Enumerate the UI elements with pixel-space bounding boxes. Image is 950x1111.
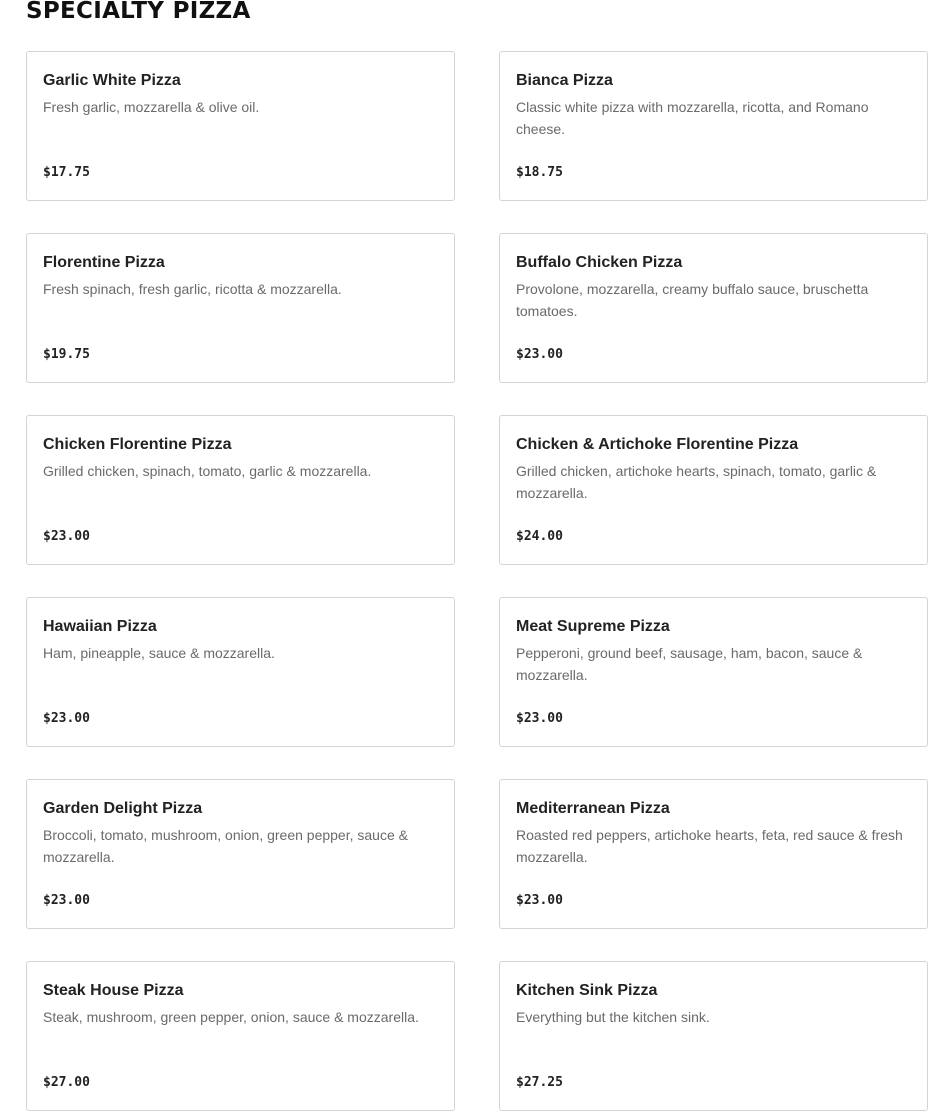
menu-item-name: Kitchen Sink Pizza bbox=[516, 982, 658, 999]
menu-item-name: Garden Delight Pizza bbox=[43, 800, 203, 817]
menu-item-name: Meat Supreme Pizza bbox=[516, 618, 670, 635]
menu-item-price: $23.00 bbox=[43, 711, 90, 726]
menu-item-price: $27.00 bbox=[43, 1075, 90, 1090]
menu-item-name: Florentine Pizza bbox=[43, 254, 165, 271]
section-title: SPECIALTY PIZZA bbox=[26, 0, 251, 24]
menu-item-name: Steak House Pizza bbox=[43, 982, 184, 999]
menu-item-card[interactable] bbox=[26, 415, 455, 565]
menu-item-card[interactable] bbox=[26, 961, 455, 1111]
menu-item-name: Buffalo Chicken Pizza bbox=[516, 254, 683, 271]
menu-item-description: Fresh garlic, mozzarella & olive oil. bbox=[43, 99, 260, 115]
menu-item-card[interactable] bbox=[499, 779, 928, 929]
menu-item-card[interactable] bbox=[499, 51, 928, 201]
menu-item-name: Mediterranean Pizza bbox=[516, 800, 670, 817]
menu-item-name: Bianca Pizza bbox=[516, 72, 613, 89]
menu-item-description: Classic white pizza with mozzarella, ricotta, and Romano cheese. bbox=[516, 99, 869, 137]
menu-item-price: $18.75 bbox=[516, 165, 563, 180]
menu-item-price: $23.00 bbox=[516, 347, 563, 362]
menu-item-price: $23.00 bbox=[43, 893, 90, 908]
menu-item-description: Provolone, mozzarella, creamy buffalo sauce, bruschetta tomatoes. bbox=[516, 281, 869, 319]
menu-item-description: Ham, pineapple, sauce & mozzarella. bbox=[43, 645, 275, 661]
menu-item-card[interactable] bbox=[499, 415, 928, 565]
menu-item-price: $23.00 bbox=[516, 711, 563, 726]
menu-item-description: Fresh spinach, fresh garlic, ricotta & mozzarella. bbox=[43, 281, 342, 297]
menu-item-name: Hawaiian Pizza bbox=[43, 618, 157, 635]
menu-item-description: Roasted red peppers, artichoke hearts, feta, red sauce & fresh mozzarella. bbox=[516, 827, 903, 865]
menu-item-card[interactable] bbox=[26, 233, 455, 383]
menu-item-price: $17.75 bbox=[43, 165, 90, 180]
menu-item-card[interactable] bbox=[26, 51, 455, 201]
menu-item-price: $19.75 bbox=[43, 347, 90, 362]
menu-item-card[interactable] bbox=[26, 597, 455, 747]
menu-item-price: $23.00 bbox=[43, 529, 90, 544]
menu-item-grid bbox=[26, 51, 928, 1111]
menu-item-description: Everything but the kitchen sink. bbox=[516, 1009, 710, 1025]
menu-item-name: Chicken Florentine Pizza bbox=[43, 436, 232, 453]
menu-item-name: Garlic White Pizza bbox=[43, 72, 181, 89]
menu-item-description: Broccoli, tomato, mushroom, onion, green pepper, sauce & mozzarella. bbox=[43, 827, 408, 865]
menu-item-price: $24.00 bbox=[516, 529, 563, 544]
menu-item-description: Pepperoni, ground beef, sausage, ham, bacon, sauce & mozzarella. bbox=[516, 645, 863, 683]
menu-item-card[interactable] bbox=[499, 597, 928, 747]
menu-item-description: Steak, mushroom, green pepper, onion, sauce & mozzarella. bbox=[43, 1009, 419, 1025]
menu-item-name: Chicken & Artichoke Florentine Pizza bbox=[516, 436, 799, 453]
menu-item-card[interactable] bbox=[26, 779, 455, 929]
menu-item-price: $27.25 bbox=[516, 1075, 563, 1090]
menu-item-card[interactable] bbox=[499, 961, 928, 1111]
menu-item-description: Grilled chicken, spinach, tomato, garlic & mozzarella. bbox=[43, 463, 372, 479]
menu-item-description: Grilled chicken, artichoke hearts, spinach, tomato, garlic & mozzarella. bbox=[516, 463, 877, 501]
menu-item-price: $23.00 bbox=[516, 893, 563, 908]
menu-item-card[interactable] bbox=[499, 233, 928, 383]
